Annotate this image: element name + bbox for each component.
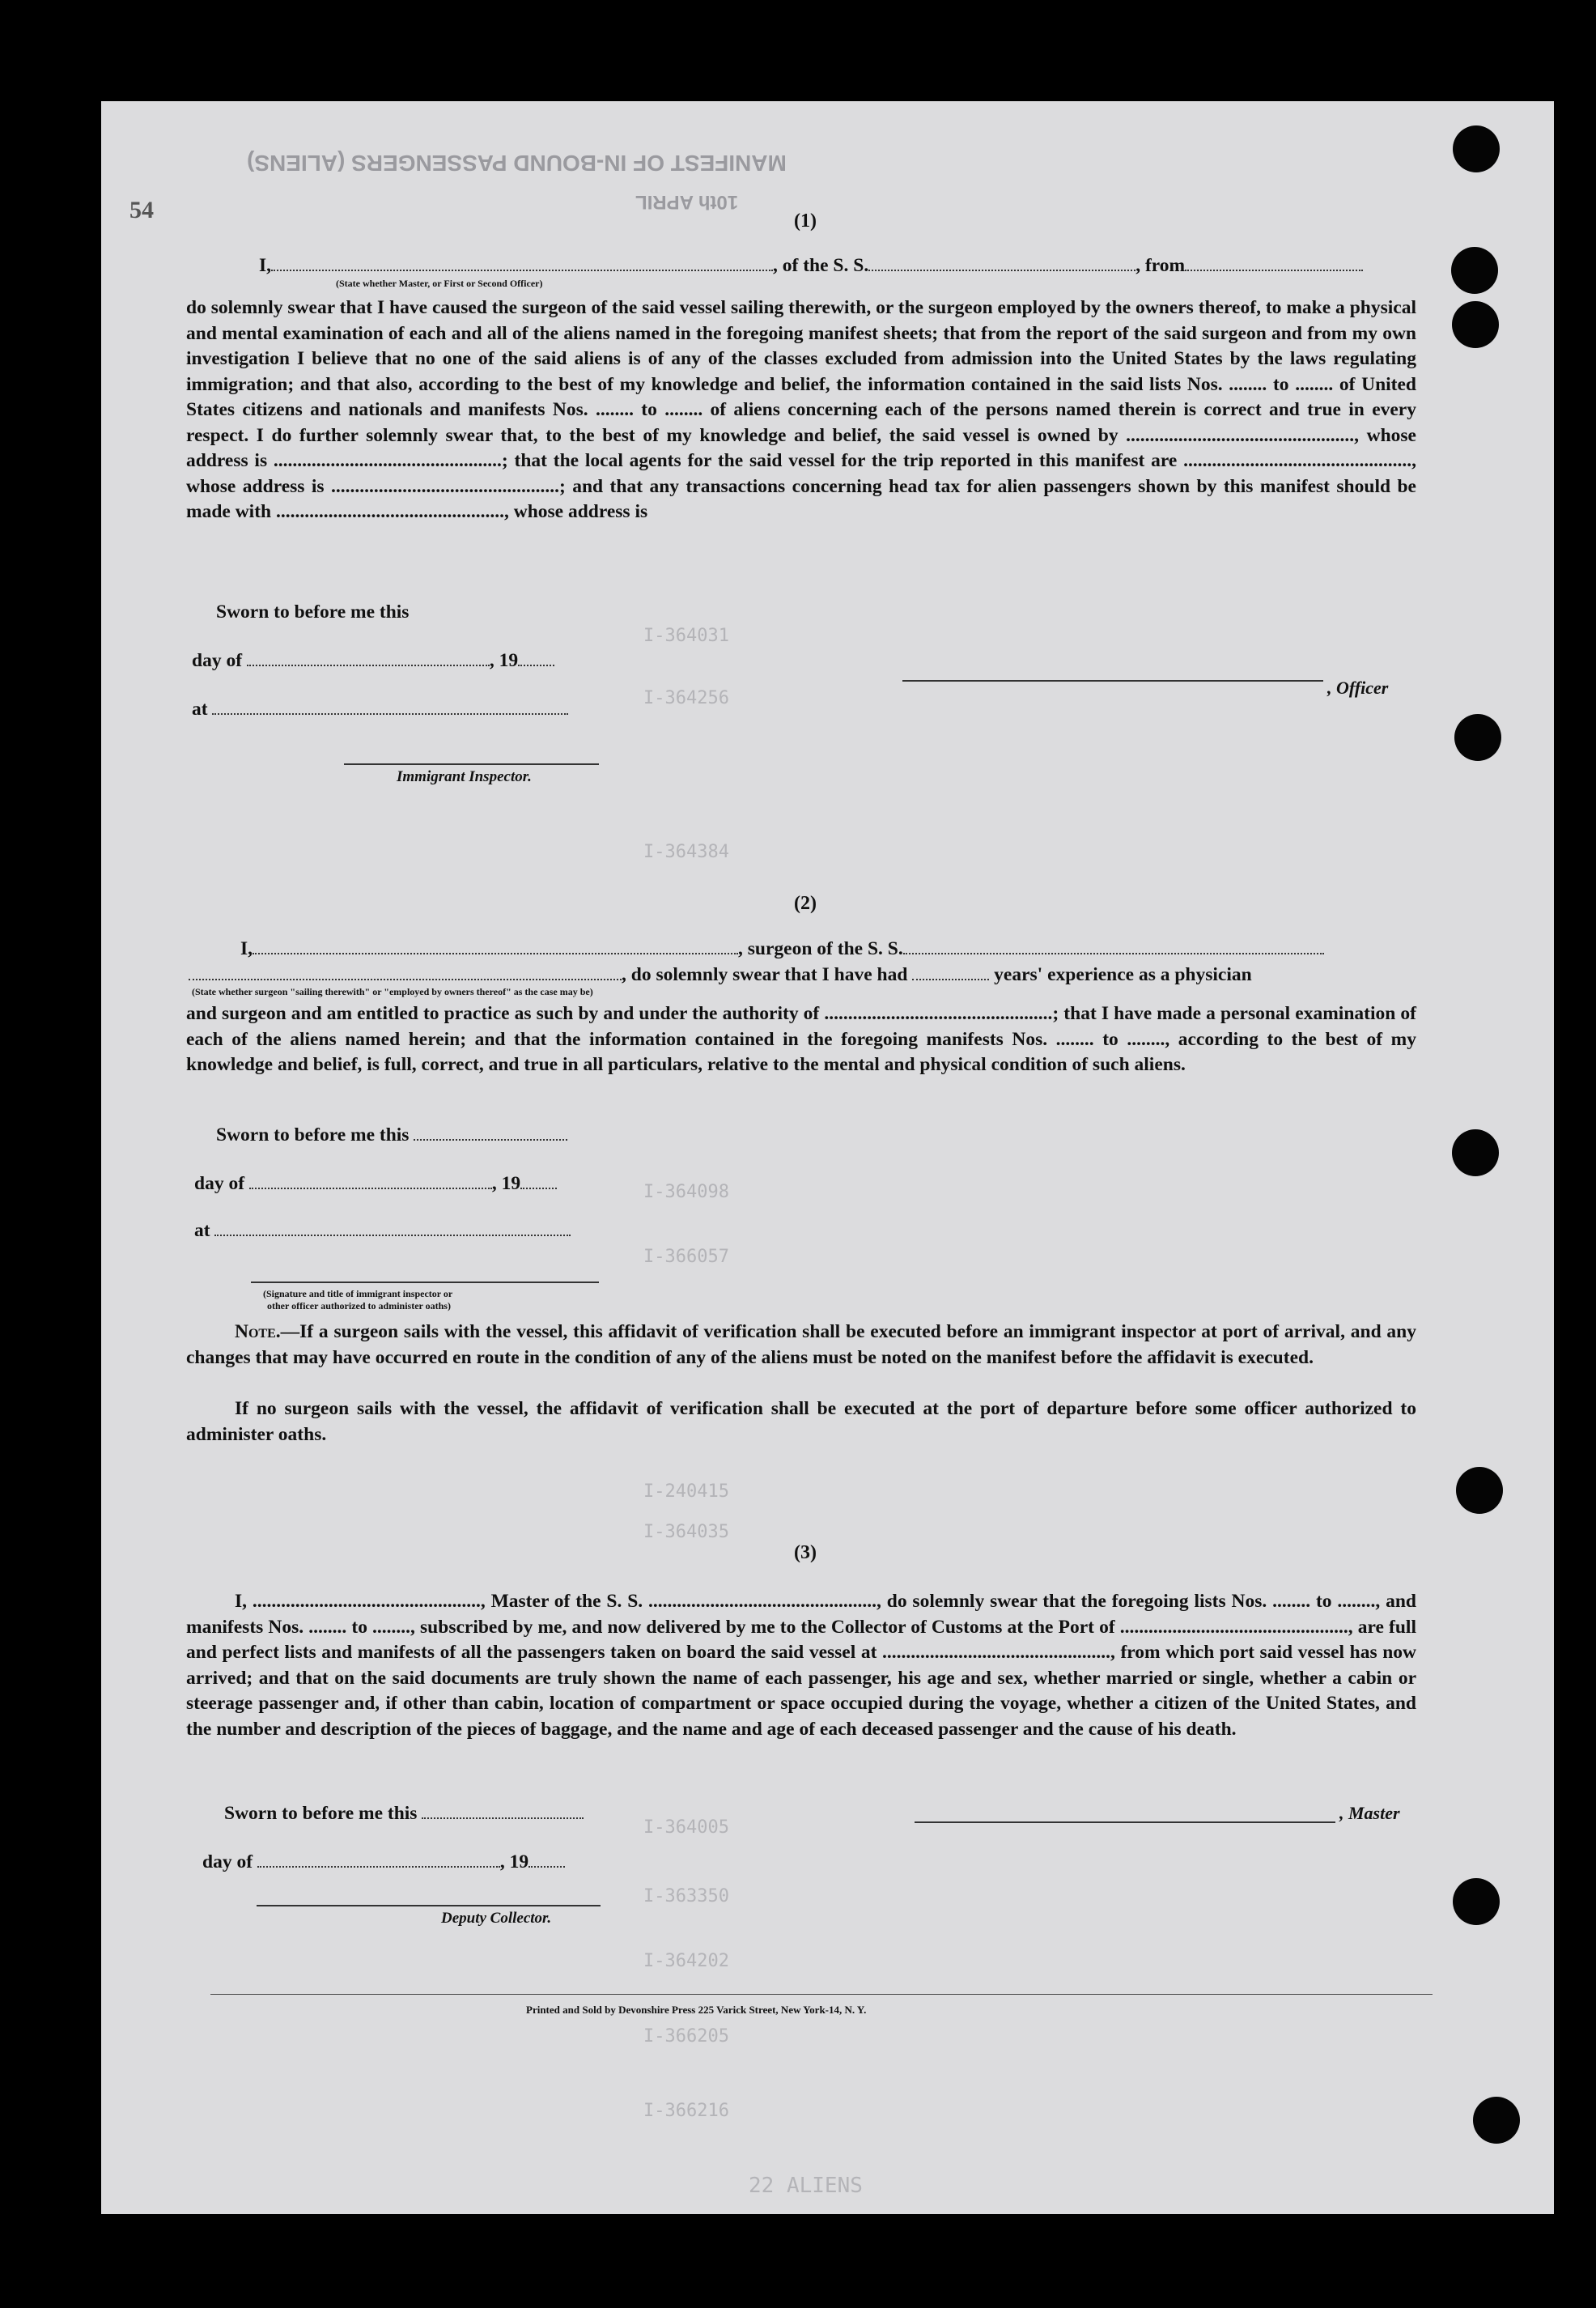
footer-rule — [210, 1994, 1433, 1995]
ghost-row: I-366216 — [643, 2101, 729, 2121]
punch-hole — [1456, 1467, 1503, 1514]
ghost-row: I-240415 — [643, 1481, 729, 1502]
s2-line2: , do solemnly swear that I have had years' experience as a physician — [189, 963, 1252, 986]
s2-note-2: If no surgeon sails with the vessel, the affidavit of verification shall be executed at the port of departure before some officer authorized to administer oaths. — [186, 1398, 1416, 1445]
ghost-row: I-364035 — [643, 1522, 729, 1542]
s1-line1: I, , of the S. S. , from — [259, 253, 1363, 277]
ghost-row: I-364256 — [643, 688, 729, 708]
section-1-number: (1) — [794, 210, 817, 232]
ghost-row: I-364031 — [643, 626, 729, 646]
page-number: 54 — [129, 197, 154, 223]
ghost-header-title: MANIFEST OF IN-BOUND PASSENGERS (ALIENS) — [247, 151, 787, 176]
punch-hole — [1452, 301, 1499, 348]
section-2-number: (2) — [794, 893, 817, 914]
section-3-number: (3) — [794, 1542, 817, 1563]
ghost-row: I-364202 — [643, 1951, 729, 1971]
s1-at: at — [192, 697, 568, 720]
ghost-row: I-364384 — [643, 842, 729, 862]
s1-day: day of , 19 — [192, 648, 554, 672]
punch-hole — [1451, 247, 1498, 294]
punch-hole — [1452, 1129, 1499, 1176]
s3-master-signature-line — [915, 1821, 1335, 1823]
punch-hole — [1473, 2097, 1520, 2144]
punch-hole — [1454, 714, 1501, 761]
s1-body: do solemnly swear that I have caused the surgeon of the said vessel sailing therewith, or the surgeon employed by the owners thereof, to make a physical and mental examination of each and all of the aliens named in the foregoing manifest sheets; that from the report of the said surgeon and from my own investigation I believe that no one of the said aliens is of any of the classes excluded from admission into the United States by the laws regulating immigration; and that also, according to the best of my knowledge and belief, the information contained in the said lists Nos. ........ to ........ of United States citizens and nationals and manifests Nos. ........ to ........ of aliens concerning each of the persons named therein is correct and true in every respect. I do further solemnly swear that, to the best of my knowledge and belief, the said vessel is owned by ................................................, whose address is ................................................; that the local agents for the said vessel for the trip reported in this manifest are ................................................, whose address is ................................................; and that any transactions concerning head tax for alien passengers shown by this manifest should be made with ................................................, whose address is — [186, 297, 1416, 522]
s1-inspector-line — [344, 763, 599, 765]
s1-officer-signature-line — [902, 680, 1323, 682]
s3-collector-label: Deputy Collector. — [441, 1910, 552, 1927]
s2-sig-note-2: other officer authorized to administer oaths) — [267, 1300, 451, 1311]
manifest-page — [101, 101, 1554, 2214]
punch-hole — [1453, 125, 1500, 172]
s2-sworn: Sworn to before me this — [216, 1123, 567, 1146]
s1-officer-note: (State whether Master, or First or Second Officer) — [336, 278, 543, 289]
s3-master-label: , Master — [1339, 1803, 1400, 1823]
s2-signature-line — [251, 1282, 599, 1283]
s2-note: Note.—If a surgeon sails with the vessel, this affidavit of verification shall be executed before an immigrant inspector at port of arrival, and any changes that may have occurred en route in the condition of any of the aliens must be noted on the manifest before the affidavit is executed. — [186, 1321, 1416, 1368]
ghost-row: I-364098 — [643, 1182, 729, 1202]
s2-day: day of , 19 — [194, 1171, 557, 1195]
ghost-header-date: 10th APRIL — [635, 191, 739, 213]
s3-collector-line — [257, 1905, 601, 1906]
s2-body: and surgeon and am entitled to practice as such by and under the authority of ................................................; that I have made a personal examination of each of the aliens named herein; and that the information contained in the foregoing manifests Nos. ........ to ........, according to the best of my knowledge and belief, is full, correct, and true in all particulars, relative to the mental and physical condition of such aliens. — [186, 1003, 1416, 1075]
ghost-row: I-366057 — [643, 1247, 729, 1267]
s3-day: day of , 19 — [202, 1850, 565, 1873]
ghost-row: I-364005 — [643, 1817, 729, 1838]
s2-sig-note-1: (Signature and title of immigrant inspector or — [263, 1288, 453, 1299]
s1-officer-label: , Officer — [1327, 678, 1389, 698]
s3-sworn: Sworn to before me this — [224, 1801, 584, 1825]
ghost-row: I-366205 — [643, 2026, 729, 2047]
s2-surgeon-note: (State whether surgeon "sailing therewith" or "employed by owners thereof" as the case may be) — [192, 986, 593, 997]
ghost-total: 22 ALIENS — [749, 2174, 863, 2198]
printer-imprint: Printed and Sold by Devonshire Press 225 Varick Street, New York-14, N. Y. — [526, 2004, 867, 2016]
s2-at: at — [194, 1218, 571, 1242]
s1-sworn: Sworn to before me this — [216, 601, 410, 623]
s2-line1: I, , surgeon of the S. S. — [240, 937, 1324, 960]
punch-hole — [1453, 1878, 1500, 1925]
ghost-row: I-363350 — [643, 1886, 729, 1906]
s3-body: I, ................................................, Master of the S. S. ................................................, do solemnly swear that the foregoing lists Nos. ........ to ........, and manifests Nos. ........ to ........, subscribed by me, and now delivered by me to the Collector of Customs at the Port of ................................................, are full and perfect lists and manifests of all the passengers taken on board the said vessel at ................................................, from which port said vessel has now arrived; and that on the said documents are truly shown the name of each passenger, his age and sex, whether married or single, whether a cabin or steerage passenger and, if other than cabin, location of compartment or space occupied during the voyage, whether a citizen of the United States, and the number and description of the pieces of baggage, and the name and age of each deceased passenger and the cause of his death. — [186, 1591, 1416, 1740]
s1-inspector-label: Immigrant Inspector. — [397, 768, 532, 785]
